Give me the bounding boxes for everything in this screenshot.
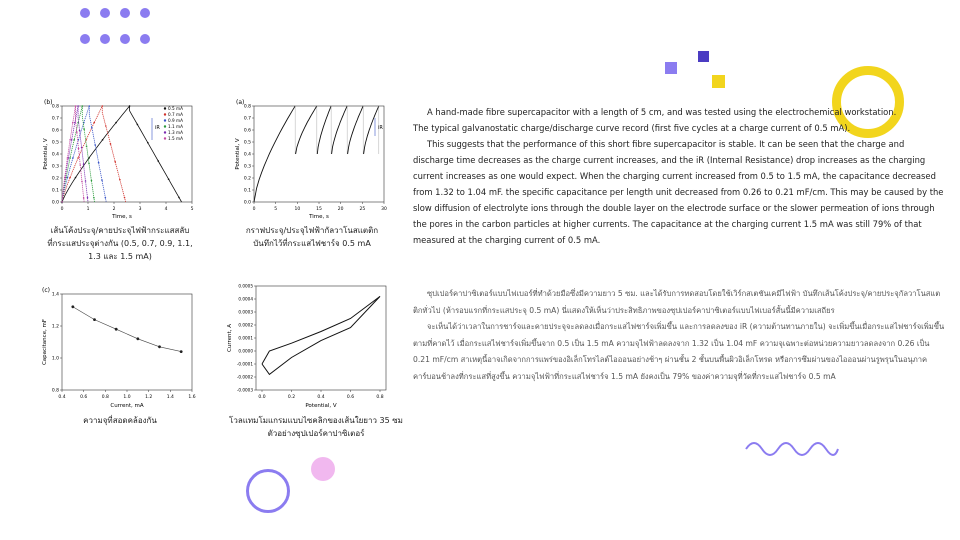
english-paragraph-1: A hand-made fibre supercapacitor with a length of 5 cm, and was tested using the electrochemical workstation. [427,107,897,117]
figure-cv-xtick-label: 0.2 [287,395,296,400]
figure-b-data-point [91,180,93,182]
figure-cv-ytick-label: 0.0003 [238,309,253,315]
figure-a-xtick-label: 30 [381,207,387,212]
figure-b-series-line [62,106,106,202]
figure-b-data-point [114,161,116,163]
decor-ring-purple [246,469,290,513]
figure-b-xtick-label: 3 [138,207,142,212]
figure-b-data-point [137,124,139,126]
decor-dot [120,8,130,18]
figure-a-chart [232,96,392,224]
english-paragraph-2: The typical galvanostatic charge/discharge curve record (first five cycles at a charge current of 0.5 mA). [413,123,851,133]
figure-b-data-point [77,157,79,159]
figure-b-data-point [157,160,159,162]
figure-cv-ytick-label: -0.0001 [236,361,253,367]
decor-square-purple [665,62,677,74]
figure-c-xticks [58,390,195,400]
figure-a-ytick-label: 0.4 [243,152,251,158]
figure-c-ytick-label: 1.2 [51,324,59,330]
figure-b-data-point [85,180,87,182]
figure-a-xtick-label: 25 [359,207,366,212]
figure-b-caption-line: ที่กระแสประจุต่างกัน (0.5, 0.7, 0.9, 1.1, [47,239,193,248]
figure-b-xtick-label: 2 [112,207,116,212]
figure-a-charge-curve [332,106,348,154]
figure-b-data-point [102,105,104,107]
figure-b-data-point [119,179,121,181]
figure-b-data-point [83,128,85,130]
figure-a-ytick-label: 0.8 [243,104,251,110]
figure-b-data-point [64,177,66,179]
figure-cv-xtick-label: 0.6 [346,395,355,400]
figure-b-data-point [72,157,74,159]
decor-circle-pink [311,457,335,481]
figure-a-charge-curve [296,106,317,154]
figure-b-data-point [168,178,170,180]
figure-c-xtick-label: 1.4 [166,395,174,400]
figure-b-data-point [89,105,91,107]
figure-b-ytick-label: 0.5 [51,140,59,146]
figure-b-legend-label: 0.7 mA [168,112,183,117]
figure-a-series-group [254,106,379,202]
figure-cv-xtick-label: 0.8 [376,395,384,400]
figure-b-data-point [67,177,69,179]
figure-a-caption [232,224,392,250]
figure-a-ylabel: Potential, V [235,138,241,170]
figure-b-data-point [115,122,117,124]
figure-b-data-point [75,177,77,179]
figure-cv-ytick-label: -0.0003 [236,387,253,393]
figure-c-ylabel: Capacitance, mF [42,318,48,366]
figure-b-data-point [72,122,74,124]
figure-b-data-point [105,125,107,127]
figure-b-data-point [86,145,88,147]
figure-a-xtick-label: 5 [274,207,278,212]
figure-cv-caption-line: ตัวอย่างซุปเปอร์คาปาซิเตอร์ [267,429,365,438]
figure-b-data-point [87,197,89,199]
figure-b-ytick-label: 0.1 [51,188,59,194]
figure-c-xtick-label: 1.0 [123,395,131,400]
figure-b-ytick-label: 0.6 [51,128,59,134]
figure-cv-ytick-label: 0.0001 [238,335,253,341]
figure-b-yticks [52,104,62,206]
decor-dot [140,34,150,44]
figure-b-data-point [79,164,81,166]
figure-b-caption-line: เส้นโค้งประจุ/คายประจุไฟฟ้ากระแสสลับ [50,226,190,235]
figure-b-data-point [91,127,93,129]
figure-c-xtick-label: 0.8 [101,395,109,400]
figure-a-charge-curve [364,106,379,154]
figure-b-data-point [78,148,80,150]
figure-a-ytick-label: 0.7 [243,116,251,122]
decor-wave [744,437,840,461]
thai-paragraph-1: ซุปเปอร์คาปาซิเตอร์แบบไฟเบอร์ที่ทำด้วยมือซึ่งมีความยาว 5 ซม. และได้รับการทดสอบโดยใช้เวิร์กสเตชันเคมีไฟฟ้า บันทึกเส้นโค้งประจุ/คายประจุกัลวาโนสแตติกทั่วไป (ห้ารอบแรกที่กระแสประจุ 0.5 mA) นี่แสดงให้เห็นว่าประสิทธิภาพของซุปเปอร์คาปาซิเตอร์แบบไฟเบอร์สั้นนี้มีความเสถียร [413,289,941,315]
figure-b-legend-label: 1.5 mA [168,136,183,141]
figure-b-legend [164,106,183,141]
figure-a-xtick-label: 20 [337,207,344,212]
figure-cv-loop-line [262,296,380,364]
figure-b-xtick-label: 5 [190,207,194,212]
figure-b-data-point [93,197,95,199]
figure-c-panel-label: (c) [42,287,50,294]
figure-b-ytick-label: 0.2 [51,176,59,182]
figure-b-data-point [71,139,73,141]
figure-c-series-group [71,305,182,353]
figure-b-data-point [94,144,96,146]
figure-b-chart [40,96,200,224]
figure-a-charge-curve [254,106,295,202]
figure-c-xtick-label: 0.4 [58,395,66,400]
figure-b-data-point [76,131,78,133]
figure-a-caption-line: บันทึกไว้ที่กระแสไฟชาร์จ 0.5 mA [253,239,371,248]
decor-square-yellow [712,75,725,88]
figure-c-ytick-label: 1.4 [51,292,59,298]
figure-c-xtick-label: 1.2 [145,395,153,400]
decor-square-navy [698,51,709,62]
figure-b-data-point [98,162,100,164]
figure-cv-xtick-label: 0.0 [258,395,266,400]
figure-cv-chart [226,280,396,412]
figure-cv-xtick-label: 0.4 [317,395,325,400]
figure-c-data-point [136,337,139,340]
figure-a-yticks [244,104,254,206]
figure-c-ytick-label: 1.0 [51,356,59,362]
figure-b-xtick-label: 1 [86,207,90,212]
figure-a-ytick-label: 0.5 [243,140,251,146]
figure-cv-xlabel: Potential, V [305,403,337,409]
figure-b-legend-label: 1.3 mA [168,130,183,135]
figure-b-legend-label: 1.1 mA [168,124,183,129]
figure-b-legend-label: 0.9 mA [168,118,183,123]
figure-c-data-point [115,328,118,331]
figure-b-data-point [93,122,95,124]
decor-dot [80,34,90,44]
figure-a-caption-line: กราฟประจุ/ประจุไฟฟ้ากัลวาโนสแตติก [245,226,379,235]
figure-b-series-line [62,106,126,202]
decor-dot [140,8,150,18]
figure-cv-series-group [262,296,380,374]
figure-b-caption-line: 1.3 และ 1.5 mA) [88,252,152,261]
figure-cv-ylabel: Current, A [227,324,233,352]
figure-cv-ytick-label: 0.0004 [238,296,253,302]
figure-b-legend-marker [164,131,166,133]
figure-c-xtick-label: 1.6 [188,395,196,400]
english-text-block [413,104,947,248]
figure-b-caption [40,224,200,263]
english-paragraph-3: This suggests that the performance of this short fibre supercapacitor is stable. It can be seen that the charge and discharge time decreases as the charge current increases, and the iR (Internal Resistance) drop increases as the charging current increases as one would expect. When the charging current increased from 0.5 to 1.5 mA, the capacitance decreased from 1.32 to 1.04 mF. the specific capacitance per length unit decreased from 0.26 to 0.21 mF/cm. This may be caused by the slow diffusion of electrolyte ions through the double layer on the electrode surface or the slower permeation of ions through the pores in the carbon particles at higher currents. The capacitance at the charging current 1.5 mA was still 79% of that measured at the charging current of 0.5 mA. [413,139,944,245]
figure-b-data-point [69,139,71,141]
figure-b-data-point [83,163,85,165]
figure-b-legend-marker [164,125,166,127]
figure-b-panel-label: (b) [44,99,53,106]
figure-b-ytick-label: 0.4 [51,152,59,158]
figure-b-data-point [101,179,103,181]
figure-b-data-point [81,181,83,183]
figure-b-ytick-label: 0.8 [51,104,59,110]
figure-b-data-point [102,139,104,141]
figure-b-data-point [81,147,83,149]
figure-cv-loop-line [262,296,380,374]
figure-b-data-point [81,105,83,107]
figure-a-ytick-label: 0.1 [243,188,251,194]
figure-c-yticks [52,292,62,394]
figure-b-series-group [61,105,181,203]
figure-cv-caption [226,414,406,440]
figure-b-xtick-label: 4 [164,207,168,212]
figure-b-ytick-label: 0.0 [51,200,59,206]
figure-b-data-point [83,197,85,199]
figure-b-data-point [69,177,71,179]
decor-dot [100,8,110,18]
decor-dot [80,8,90,18]
figure-b-xticks [61,202,194,212]
figure-b-legend-marker [164,119,166,121]
figure-a-ytick-label: 0.0 [243,200,251,206]
figure-cv-ytick-label: 0.0002 [238,322,253,328]
figure-cv-ytick-label: -0.0002 [236,374,253,380]
figure-b-data-point [147,142,149,144]
figure-b-data-point [178,197,180,199]
figure-b-data-point [67,157,69,159]
figure-a-xtick-label: 0 [252,207,256,212]
figure-cv-yticks [237,284,256,393]
figure-b-data-point [69,157,71,159]
figure-b-data-point [75,105,77,107]
figure-a-ytick-label: 0.2 [243,176,251,182]
figure-a-xtick-label: 15 [316,207,322,212]
figure-b-legend-label: 0.5 mA [168,106,183,111]
figure-a-xlabel: Time, s [309,214,329,220]
figure-b-data-point [105,197,107,199]
figure-a-plot-frame [254,106,384,202]
figure-b-xlabel: Time, s [112,214,132,220]
figure-b-series-line [62,106,95,202]
figure-b-xtick-label: 0 [60,207,64,212]
figure-c-xtick-label: 0.6 [80,395,88,400]
figure-c-chart [40,284,200,412]
figure-a-ir-label: iR [378,125,383,131]
figure-b-data-point [77,105,79,107]
figure-b-ytick-label: 0.7 [51,116,59,122]
figure-cv-xticks [258,390,383,400]
figure-b-ylabel: Potential, V [43,138,49,170]
decor-dot-grid [80,8,150,48]
figure-a-ytick-label: 0.3 [243,164,251,170]
figure-b-data-point [88,163,90,165]
figure-cv-plot-frame [256,286,386,390]
decor-dot [100,34,110,44]
figure-c-data-point [180,350,183,353]
figure-a-charge-curve [317,106,331,154]
figure-b-ytick-label: 0.3 [51,164,59,170]
figure-a-xtick-label: 10 [294,207,301,212]
figure-a-panel-label: (a) [236,99,245,106]
figure-c-caption-line: ความจุที่สอดคล้องกัน [83,416,157,425]
figure-b-ir-label: iR [155,125,160,131]
figure-c-data-point [158,345,161,348]
figure-c-ytick-label: 0.8 [51,388,59,394]
figure-a-ytick-label: 0.6 [243,128,251,134]
figure-a-xticks [253,202,387,212]
figure-cv-caption-line: โวลแทมโมแกรมแบบไซคลิกของเส้นใยยาว 35 ซม [229,416,403,425]
figure-b-legend-marker [164,113,166,115]
figure-c-plot-frame [62,294,192,390]
figure-a-charge-curve [348,106,364,154]
figure-b-data-point [110,143,112,145]
figure-b-data-point [73,139,75,141]
figure-b-legend-marker [164,107,166,109]
figure-cv-ytick-label: 0.0005 [238,283,253,289]
figure-c-caption [40,414,200,427]
figure-b-data-point [129,105,131,107]
figure-c-trend-line [73,307,181,352]
decor-dot [120,34,130,44]
figure-c-data-point [93,318,96,321]
thai-text-block [413,286,947,385]
figure-cv-ytick-label: 0.0000 [238,348,253,354]
figure-b-legend-marker [164,137,166,139]
figure-c-xlabel: Current, mA [110,403,144,409]
figure-b-data-point [124,197,126,199]
figure-b-data-point [79,130,81,132]
figure-c-data-point [71,305,74,308]
thai-paragraph-2: จะเห็นได้ว่าเวลาในการชาร์จและคายประจุจะลดลงเมื่อกระแสไฟชาร์จเพิ่มขึ้น และการลดลงของ iR (ความต้านทานภายใน) จะเพิ่มขึ้นเมื่อกระแสไฟชาร์จเพิ่มขึ้นตามที่คาดไว้ เมื่อกระแสไฟชาร์จเพิ่มขึ้นจาก 0.5 เป็น 1.5 mA ความจุไฟฟ้าลดลงจาก 1.32 เป็น 1.04 mF ความจุเฉพาะต่อหน่วยความยาวลดลงจาก 0.26 เป็น 0.21 mF/cm สาเหตุนี้อาจเกิดจากการแพร่ของอิเล็กโทรไลต์ไอออนอย่างช้าๆ ผ่านชั้น 2 ชั้นบนพื้นผิวอิเล็กโทรด หรือการซึมผ่านของไอออนผ่านรูพรุนในอนุภาคคาร์บอนช้าลงที่กระแสที่สูงขึ้น ความจุไฟฟ้าที่กระแสไฟชาร์จ 1.5 mA ยังคงเป็น 79% ของค่าความจุที่วัดที่กระแสไฟชาร์จ 0.5 mA [413,322,945,381]
